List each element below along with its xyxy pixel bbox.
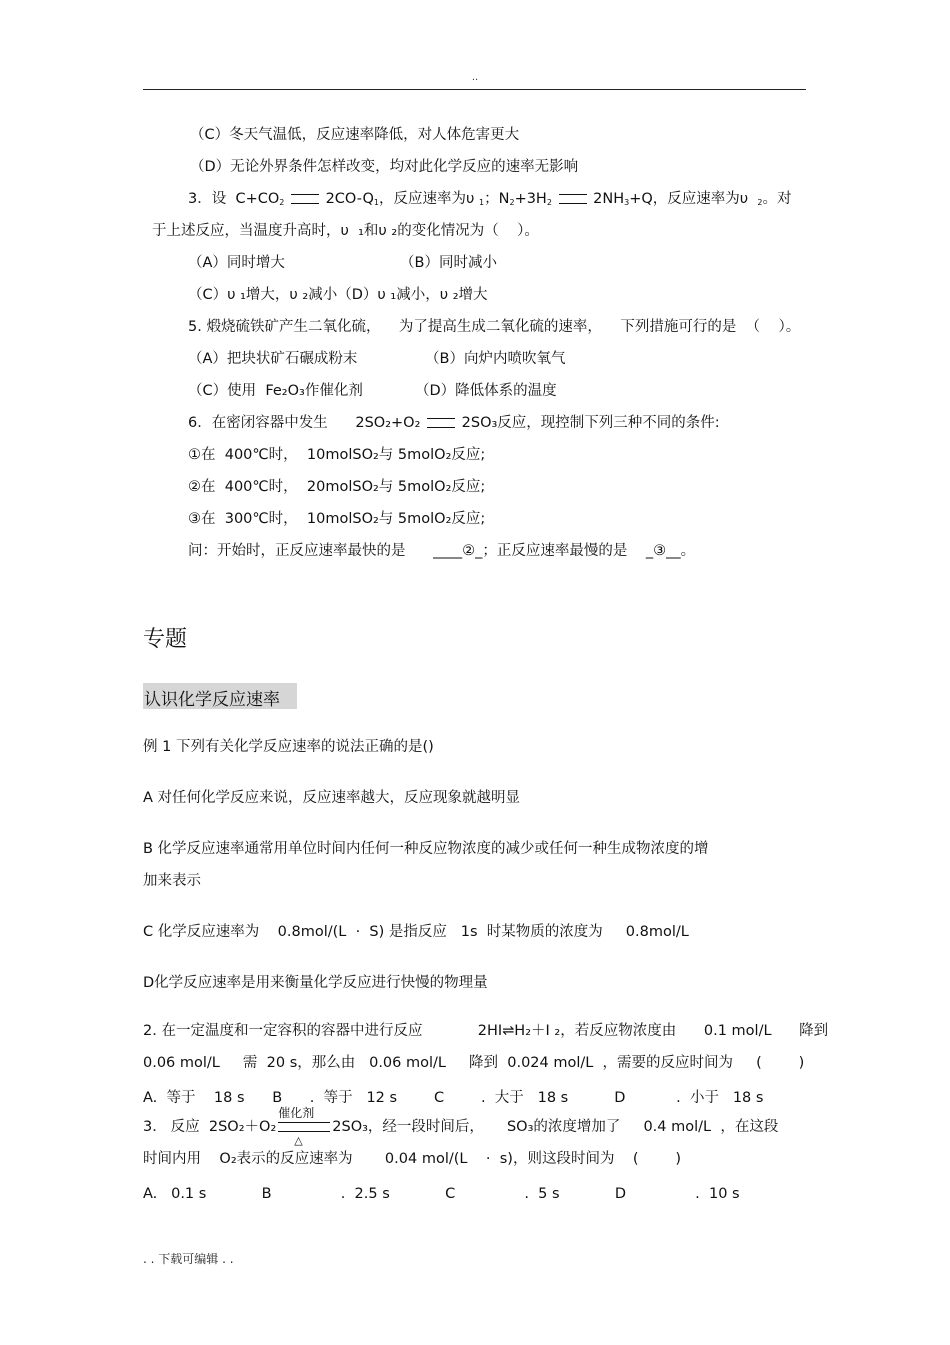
catalyst-label: 催化剂 — [278, 1106, 315, 1120]
question-3b-line-1: 3. 反应 2SO₂＋O₂ 催化剂 △ 2SO₃，经一段时间后， SO₃的浓度增加了 0.4 mol/L ，在这段 — [143, 1117, 778, 1137]
footer-text: . . 下载可编辑 . . — [143, 1252, 234, 1266]
option-d-line: （D）无论外界条件怎样改变，均对此化学反应的速率无影响 — [190, 159, 579, 175]
example-1: 例 1 下列有关化学反应速率的说法正确的是() — [143, 739, 434, 755]
example-1-option-b-line-1: B 化学反应速率通常用单位时间内任何一种反应物浓度的减少或任何一种生成物浓度的增 — [143, 841, 709, 857]
question-3b-options: A. 0.1 s B . 2.5 s C . 5 s D . 10 s — [143, 1186, 740, 1202]
section-title: 专题 — [143, 627, 188, 652]
header-rule — [143, 89, 806, 90]
question-6: 6．在密闭容器中发生 2SO₂+O₂ 2SO₃反应，现控制下列三种不同的条件: — [188, 415, 720, 431]
equilibrium-sign — [278, 1122, 330, 1132]
question-2-line-1: 2. 在一定温度和一定容积的容器中进行反应 2HI⇌H₂＋I ₂，若反应物浓度由 0.1 mol/L 降到 — [143, 1023, 829, 1039]
condition-1: ①在 400℃时， 10molSO₂与 5molO₂反应; — [188, 447, 486, 463]
option-a-5: （A）把块状矿石碾成粉末 — [188, 351, 358, 367]
option-b-5: （B）向炉内喷吹氧气 — [425, 351, 566, 367]
question-2-options: A. 等于 18 s B . 等于 12 s C . 大于 18 s D . 小于 18 s — [143, 1090, 764, 1106]
options-cd-3: （C）υ ₁增大，υ ₂减小（D）υ ₁减小，υ ₂增大 — [188, 287, 488, 303]
example-1-option-c: C 化学反应速率为 0.8mol/(L · S) 是指反应 1s 时某物质的浓度为 0.8mol/L — [143, 924, 689, 940]
question-5: 5. 煅烧硫铁矿产生二氧化硫， 为了提高生成二氧化硫的速率， 下列措施可行的是 （ ）。 — [188, 319, 801, 335]
equilibrium-sign — [559, 194, 587, 204]
header-mark: .. — [471, 72, 479, 83]
condition-3: ③在 300℃时， 10molSO₂与 5molO₂反应; — [188, 511, 486, 527]
section-band-label: 认识化学反应速率 — [144, 690, 280, 710]
question-3-line-2: 于上述反应，当温度升高时，υ ₁和υ ₂的变化情况为（ ）。 — [152, 223, 539, 239]
option-b-3: （B）同时减小 — [400, 255, 497, 271]
question-6-answer: 问：开始时，正反应速率最快的是 ____②_；正反应速率最慢的是 _③__。 — [188, 543, 696, 559]
option-a-3: （A）同时增大 — [188, 255, 285, 271]
example-1-option-b-line-2: 加来表示 — [143, 873, 201, 889]
option-c-line: （C）冬天气温低，反应速率降低，对人体危害更大 — [190, 127, 520, 143]
section-band — [143, 683, 297, 709]
question-2-line-2: 0.06 mol/L 需 20 s，那么由 0.06 mol/L 降到 0.024 mol/L ，需要的反应时间为 ( ) — [143, 1055, 805, 1071]
question-3b-line-2: 时间内用 O₂表示的反应速率为 0.04 mol/(L · s)，则这段时间为 ( ) — [143, 1151, 682, 1167]
option-d-5: （D）降低体系的温度 — [415, 383, 557, 399]
example-1-option-d: D化学反应速率是用来衡量化学反应进行快慢的物理量 — [143, 975, 488, 991]
catalyst-arrow — [276, 1106, 332, 1147]
example-1-option-a: A 对任何化学反应来说，反应速率越大，反应现象就越明显 — [143, 790, 521, 806]
option-c-5: （C）使用 Fe₂O₃作催化剂 — [188, 383, 363, 399]
condition-2: ②在 400℃时， 20molSO₂与 5molO₂反应; — [188, 479, 486, 495]
question-3-line-1: 3．设 $C+CO_2$ $2CO-Q_1$，反应速率为υ $_1$；$N_2+3H_2$ $2NH_3+Q$，反应速率为υ $_2$。对 — [188, 191, 792, 207]
heat-symbol: △ — [294, 1134, 303, 1147]
equilibrium-sign — [427, 418, 455, 428]
equilibrium-sign — [291, 194, 319, 204]
